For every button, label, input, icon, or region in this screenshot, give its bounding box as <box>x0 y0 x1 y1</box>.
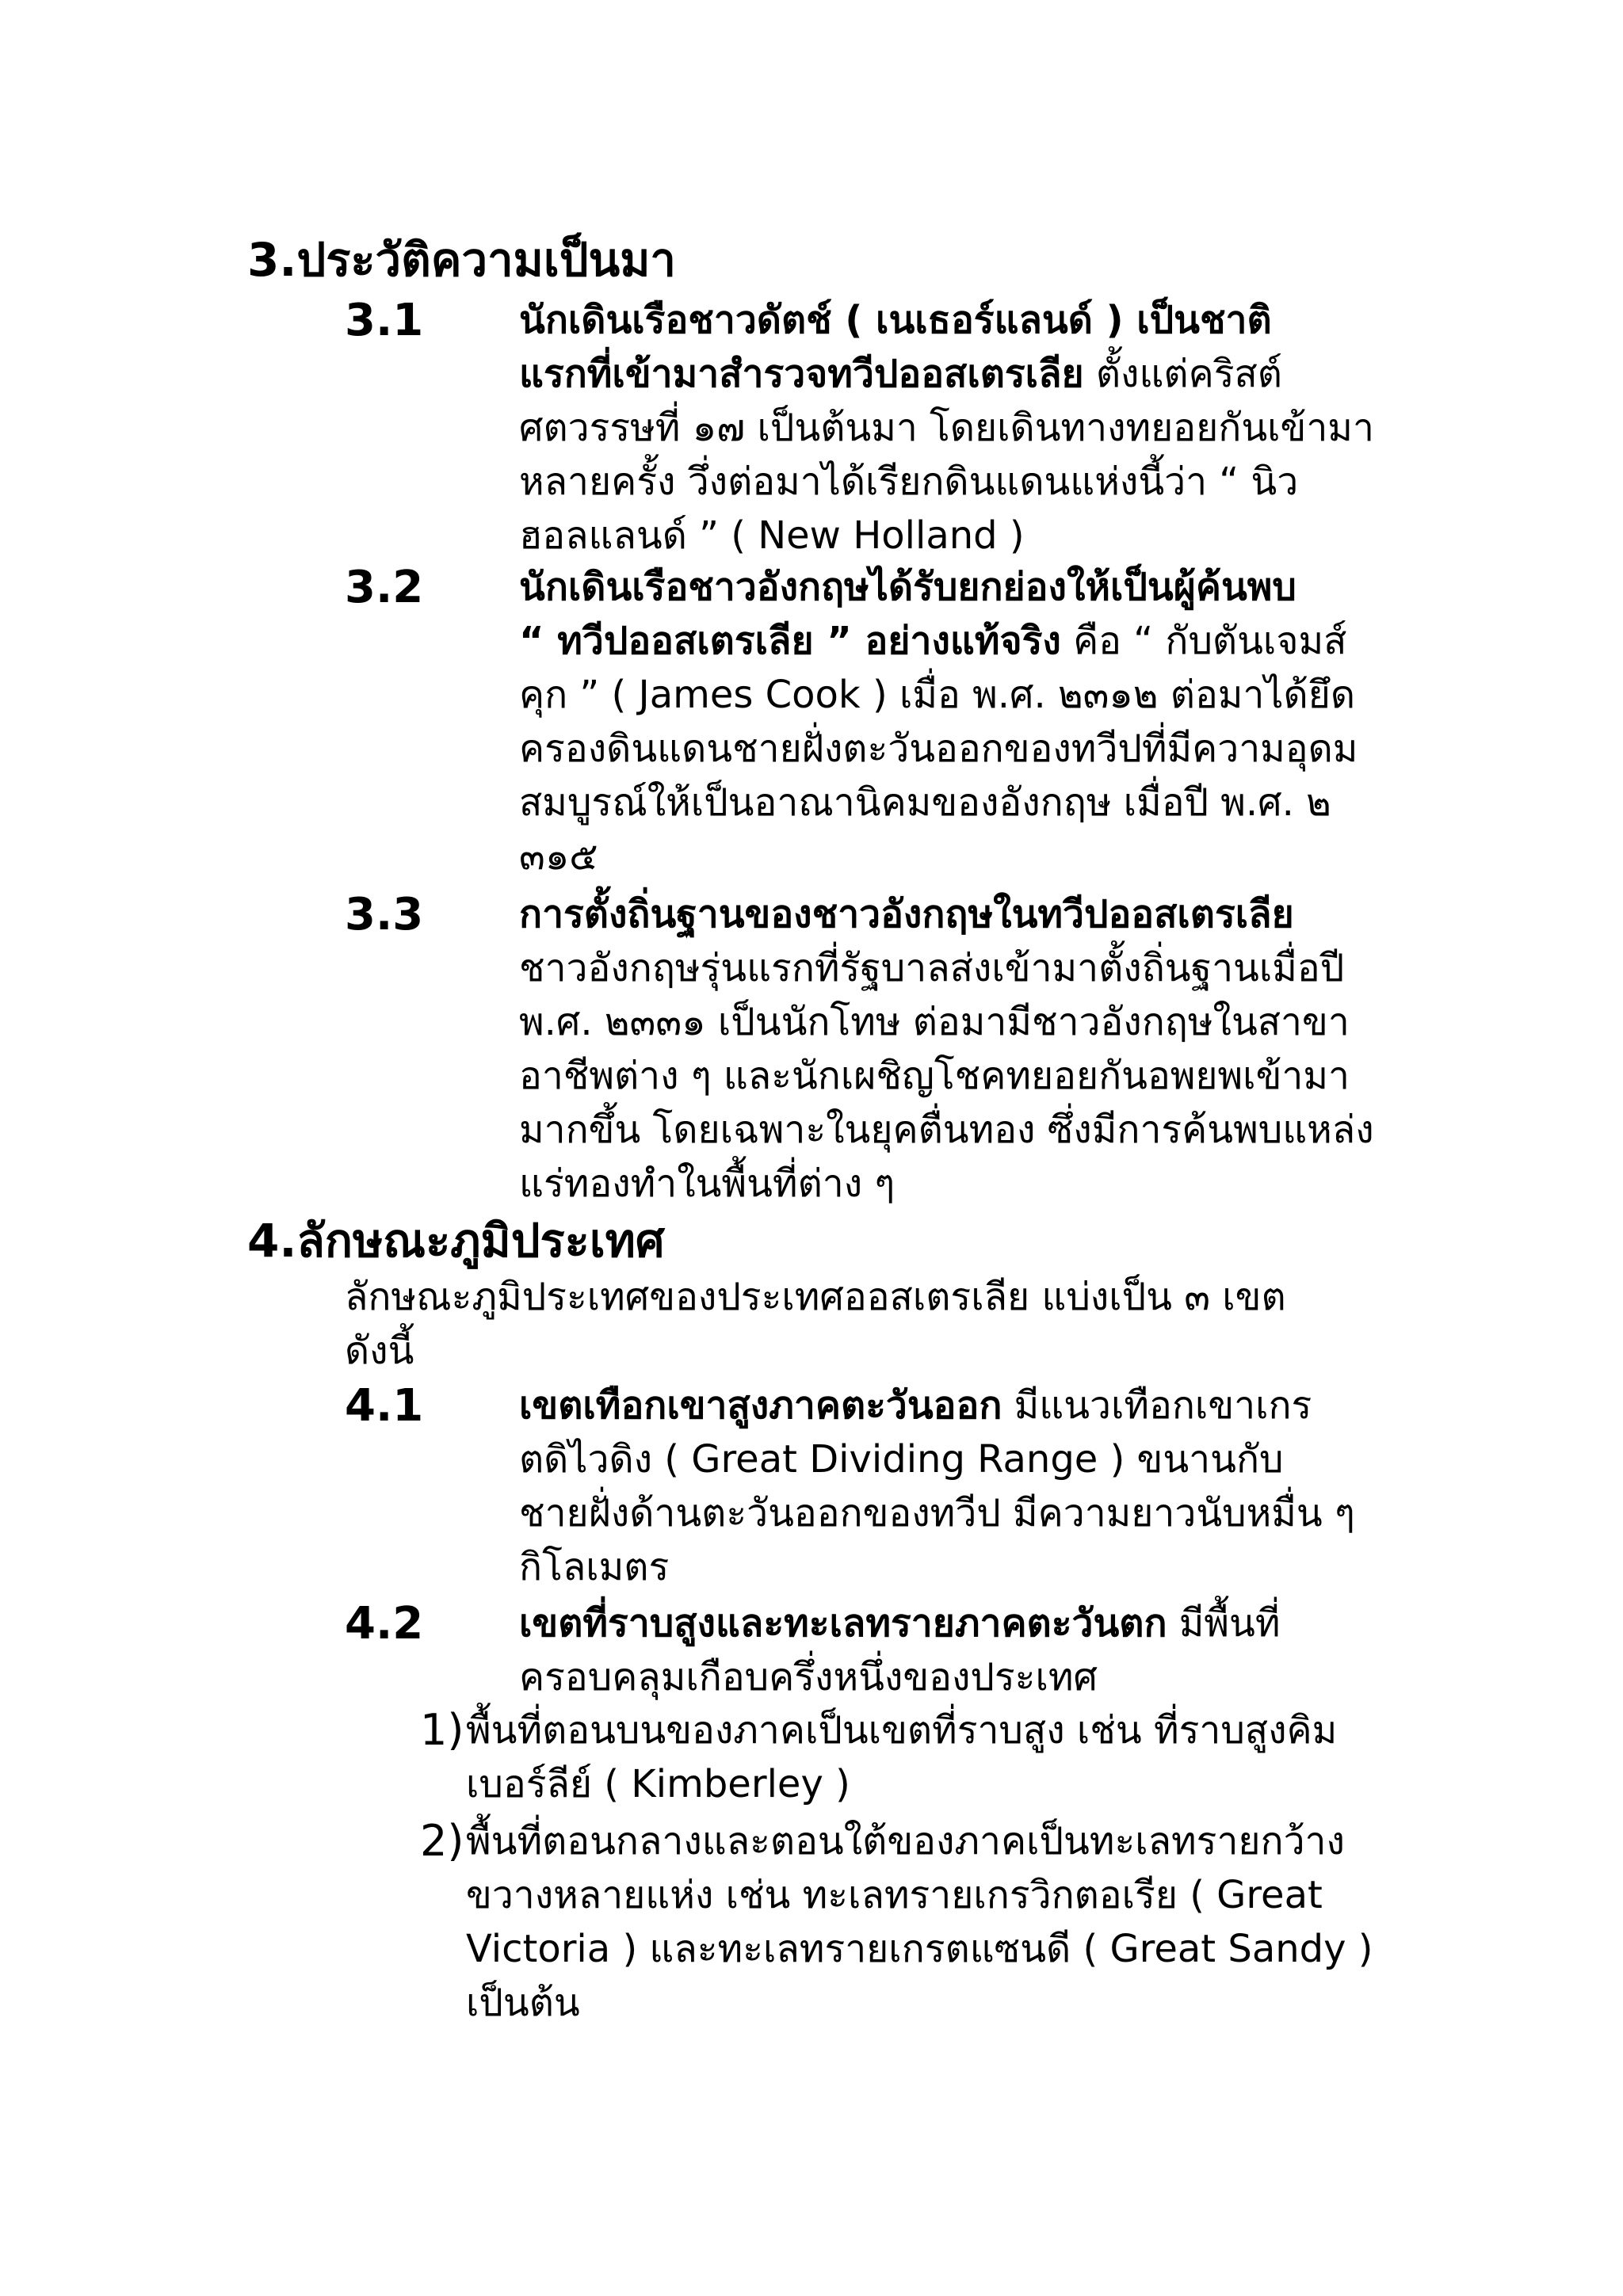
text-line: ศตวรรษที่ ๑๗ เป็นต้นมา โดยเดินทางทยอยกันเข้ามา <box>519 406 1374 450</box>
item-3-3-text <box>519 887 1374 1211</box>
text-line: หลายครั้ง วึ่งต่อมาได้เรียกดินแดนแห่งนี้ว่า “ นิว <box>519 460 1299 504</box>
sublist-2-text <box>466 1814 1373 2030</box>
item-3-3-number: 3.3 <box>345 889 424 940</box>
text-line: ชาวอังกฤษรุ่นแรกที่รัฐบาลส่งเข้ามาตั้งถิ่นฐานเมื่อปี <box>519 946 1345 990</box>
text-line: ตดิไวดิง ( Great Dividing Range ) ขนานกับ <box>519 1437 1284 1482</box>
text-line: ลักษณะภูมิประเทศของประเทศออสเตรเลีย แบ่งเป็น ๓ เขต <box>345 1275 1286 1319</box>
text-line: ครองดินแดนชายฝั่งตะวันออกของทวีปที่มีความอุดม <box>519 727 1358 771</box>
section-3-heading: 3.ประวัติความเป็นมา <box>247 233 677 287</box>
text-line: ๓๑๕ <box>519 834 598 879</box>
text-line: ดังนี้ <box>345 1329 414 1373</box>
text-line: แรกที่เข้ามาสำรวจทวีปออสเตรเลีย ตั้งแต่คริสต์ <box>519 352 1282 396</box>
text-line: ครอบคลุมเกือบครึ่งหนึ่งของประเทศ <box>519 1655 1098 1699</box>
item-4-1-text <box>519 1379 1355 1594</box>
text-line: นักเดินเรือชาวดัตช์ ( เนเธอร์แลนด์ ) เป็นชาติ <box>519 298 1272 342</box>
text-line: เป็นต้น <box>466 1981 580 2025</box>
section-4-heading: 4.ลักษณะภูมิประเทศ <box>247 1214 665 1268</box>
text-line: พื้นที่ตอนบนของภาคเป็นเขตที่ราบสูง เช่น ที่ราบสูงคิม <box>466 1708 1338 1753</box>
text-line: ชายฝั่งด้านตะวันออกของทวีป มีความยาวนับหมื่น ๆ <box>519 1491 1355 1535</box>
text-line: Victoria ) และทะเลทรายเกรตแซนดี ( Great Sandy ) <box>466 1927 1373 1971</box>
section-4-intro <box>345 1270 1286 1378</box>
item-4-2-text <box>519 1596 1281 1704</box>
text-line: เขตเทือกเขาสูงภาคตะวันออก มีแนวเทือกเขาเกร <box>519 1383 1312 1428</box>
item-4-1-number: 4.1 <box>345 1380 424 1432</box>
text-line: “ ทวีปออสเตรเลีย ” อย่างแท้จริง คือ “ กับตันเจมส์ <box>519 619 1347 663</box>
text-line: เบอร์ลีย์ ( Kimberley ) <box>466 1762 850 1806</box>
text-line: สมบูรณ์ให้เป็นอาณานิคมของอังกฤษ เมื่อปี พ.ศ. ๒ <box>519 780 1331 825</box>
item-3-1-text <box>519 293 1374 563</box>
sublist-2-marker: 2) <box>420 1816 464 1866</box>
text-line: คุก ” ( James Cook ) เมื่อ พ.ศ. ๒๓๑๒ ต่อมาได้ยึด <box>519 673 1355 717</box>
text-line: แร่ทองทำในพื้นที่ต่าง ๆ <box>519 1161 896 1206</box>
item-4-2-number: 4.2 <box>345 1598 424 1650</box>
text-line: นักเดินเรือชาวอังกฤษได้รับยกย่องให้เป็นผู้ค้นพบ <box>519 565 1296 609</box>
item-3-2-number: 3.2 <box>345 562 424 613</box>
sublist-1-marker: 1) <box>420 1705 464 1755</box>
item-3-1-number: 3.1 <box>345 295 424 346</box>
text-line: การตั้งถิ่นฐานของชาวอังกฤษในทวีปออสเตรเลีย <box>519 892 1294 936</box>
text-line: พ.ศ. ๒๓๓๑ เป็นนักโทษ ต่อมามีชาวอังกฤษในสาขา <box>519 1000 1350 1044</box>
text-line: เขตที่ราบสูงและทะเลทรายภาคตะวันตก มีพื้นที่ <box>519 1601 1281 1646</box>
text-line: อาชีพต่าง ๆ และนักเผชิญโชคทยอยกันอพยพเข้ามา <box>519 1054 1350 1098</box>
item-3-2-text <box>519 560 1358 883</box>
text-line: มากขึ้น โดยเฉพาะในยุคตื่นทอง ซึ่งมีการค้นพบแหล่ง <box>519 1108 1374 1152</box>
text-line: ฮอลแลนด์ ” ( New Holland ) <box>519 513 1025 558</box>
text-line: กิโลเมตร <box>519 1545 670 1589</box>
sublist-1-text <box>466 1703 1337 1811</box>
text-line: พื้นที่ตอนกลางและตอนใต้ของภาคเป็นทะเลทรายกว้าง <box>466 1819 1345 1863</box>
text-line: ขวางหลายแห่ง เช่น ทะเลทรายเกรวิกตอเรีย ( Great <box>466 1873 1323 1917</box>
